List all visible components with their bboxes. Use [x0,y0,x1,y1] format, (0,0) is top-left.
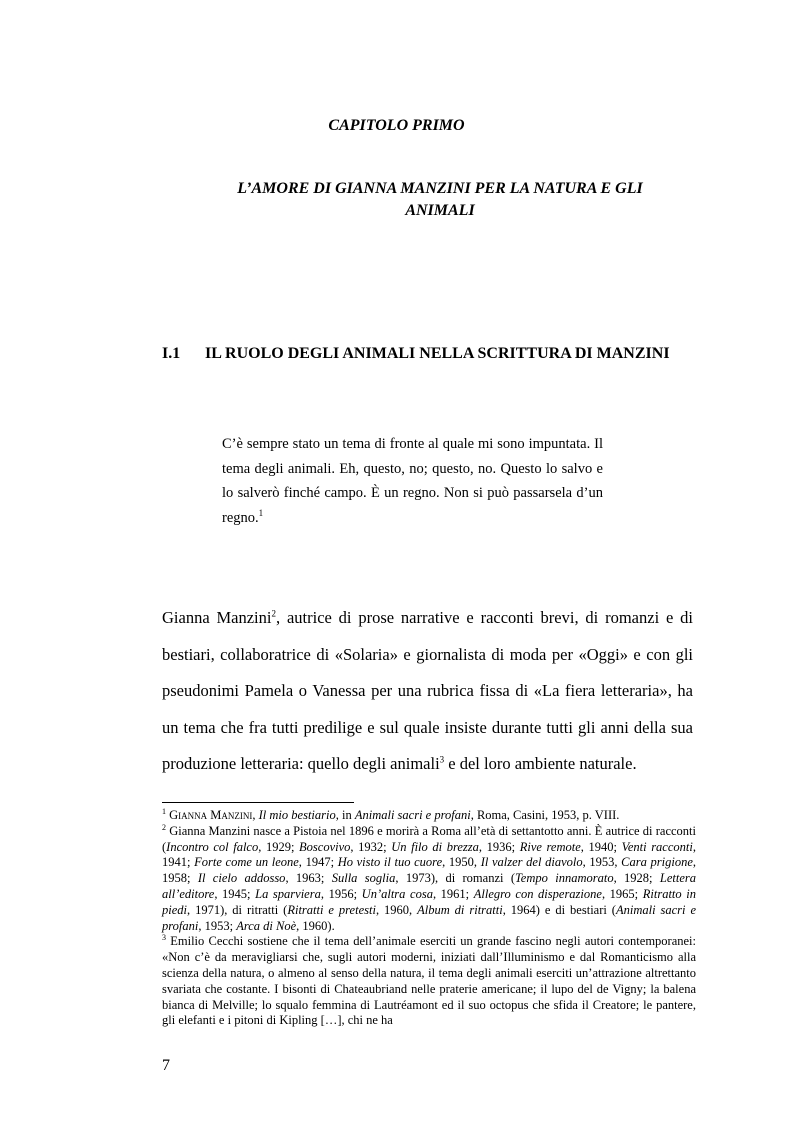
fn2-text: , 1953; [198,918,237,933]
body-text-b: , autrice di prose narrative e racconti brevi, di romanzi e di bestiari, collaboratrice di «Solaria» e giornalista di moda per «Oggi» e con gli pseudonimi Pamela o Vanessa per una rubrica fissa di «La fiera letteraria», ha un tema che fra tutti predilige e sul quale insiste durante tutti gli anni della sua produzione letteraria: quello degli animali [162,608,693,773]
fn2-title: Venti racconti [621,839,693,854]
chapter-label: CAPITOLO PRIMO [328,117,465,134]
fn2-title: Cara prigione [621,855,693,870]
footnote-separator [162,802,354,803]
fn2-title: Il cielo addosso [197,871,286,886]
chapter-title-line-2: ANIMALI [405,202,475,219]
fn2-text: , 1965; [601,886,643,901]
fn2-title: Il valzer del diavolo [480,855,583,870]
fn2-title: Ritratti e pretesti [287,902,376,917]
epigraph-text: C’è sempre stato un tema di fronte al quale mi sono impuntata. Il tema degli animali. Eh, questo, no; questo, no. Questo lo salvo e lo salverò finché campo. È un regno. Non si può passarsela d’un regno. [222,436,603,526]
fn2-text: , 1928; [613,871,660,886]
fn2-title: Tempo innamorato [515,871,614,886]
footnote-ref-3: 3 [439,754,445,765]
footnote-1-rest: , Roma, Casini, 1953, p. VIII. [470,808,620,822]
fn2-text: , 1960, [375,902,418,917]
footnote-2-number: 2 [162,822,166,832]
fn2-title: Sulla soglia [331,871,396,886]
fn2-text: , 1929; [258,839,300,854]
fn2-text: , 1953, [582,855,622,870]
footnote-1-sep1: , [252,808,259,822]
fn2-text: , 1940; [580,839,622,854]
section-number: I.1 [162,345,181,362]
footnote-ref-1: 1 [258,507,264,518]
footnote-1 [162,808,696,824]
fn2-title: Un’altra cosa [361,886,433,901]
fn2-title: Lettera all’editore [162,871,696,901]
footnotes [162,808,696,1029]
footnote-1-number: 1 [162,806,166,816]
fn2-text: , 1971), di ritratti ( [187,902,288,917]
fn2-text: , 1960). [296,918,335,933]
fn2-title: Boscovivo [299,839,351,854]
fn2-text: , 1950, [442,855,481,870]
page-number: 7 [162,1057,170,1074]
footnote-1-work: Il mio bestiario [258,808,336,822]
footnote-2 [162,824,696,935]
fn2-text: , 1963; [285,871,332,886]
chapter-title [200,178,680,222]
chapter-title-line-1: L’AMORE DI GIANNA MANZINI PER LA NATURA E GLI [237,180,643,197]
fn2-title: Incontro col falco [166,839,259,854]
fn2-text: , 1945; [214,886,256,901]
body-text-c: e del loro ambiente naturale. [444,754,637,773]
fn2-text: , 1947; [298,855,338,870]
fn2-text: , 1973), di romanzi ( [395,871,515,886]
fn2-title: Rive remote [519,839,581,854]
section-title: IL RUOLO DEGLI ANIMALI NELLA SCRITTURA DI MANZINI [205,345,670,362]
fn2-text: , 1961; [432,886,474,901]
fn2-title: Animali sacri e profani [162,902,696,933]
epigraph [222,432,603,530]
fn2-text: , 1958; [162,855,696,886]
footnote-3-text: Emilio Cecchi sostiene che il tema dell’animale eserciti un grande fascino negli autori contemporanei: «Non c’è da meravigliarsi che, sugli autori moderni, iniziati dall’Illuminismo e dal Romanticismo alla scienza della natura, o almeno al senso della natura, il tema degli animali eserciti un’attrazione altrettanto svariata che costante. I bisonti di Chateaubriand nelle praterie americane; il lupo del de Vigny; la balena bianca di Melville; lo squalo femmina di Lautréamont ed il suo octopus che sfida il Creatore; le pantere, gli elefanti e i pitoni di Kipling […], chi ne ha [162,934,696,1028]
fn2-title: La sparviera [255,886,321,901]
fn2-text: , 1941; [162,839,696,870]
footnote-1-book: Animali sacri e profani [354,808,471,822]
fn2-title: Allegro con disperazione [473,886,602,901]
footnote-3-number: 3 [162,933,166,943]
fn2-title: Ritratto in piedi [162,886,696,917]
footnote-ref-2: 2 [271,608,276,619]
fn2-title: Arca di Noè [236,918,297,933]
footnote-3 [162,934,696,1029]
body-paragraph [162,600,693,783]
fn2-title: Un filo di brezza [391,839,479,854]
body-text-a: Gianna Manzini [162,608,272,627]
fn2-text: Gianna Manzini nasce a Pistoia nel 1896 e morirà a Roma all’età di settantotto anni. È autrice di racconti ( [162,823,696,854]
fn2-text: , 1964) e di bestiari ( [502,902,616,917]
fn2-text: , 1932; [350,839,392,854]
fn2-text: , 1936; [478,839,520,854]
fn2-text: , 1956; [320,886,362,901]
fn2-title: Album di ritratti [417,902,503,917]
footnote-1-author: Gianna Manzini [169,808,253,822]
footnote-1-sep2: , in [335,808,355,822]
fn2-title: Ho visto il tuo cuore [337,855,443,870]
fn2-title: Forte come un leone [194,855,299,870]
